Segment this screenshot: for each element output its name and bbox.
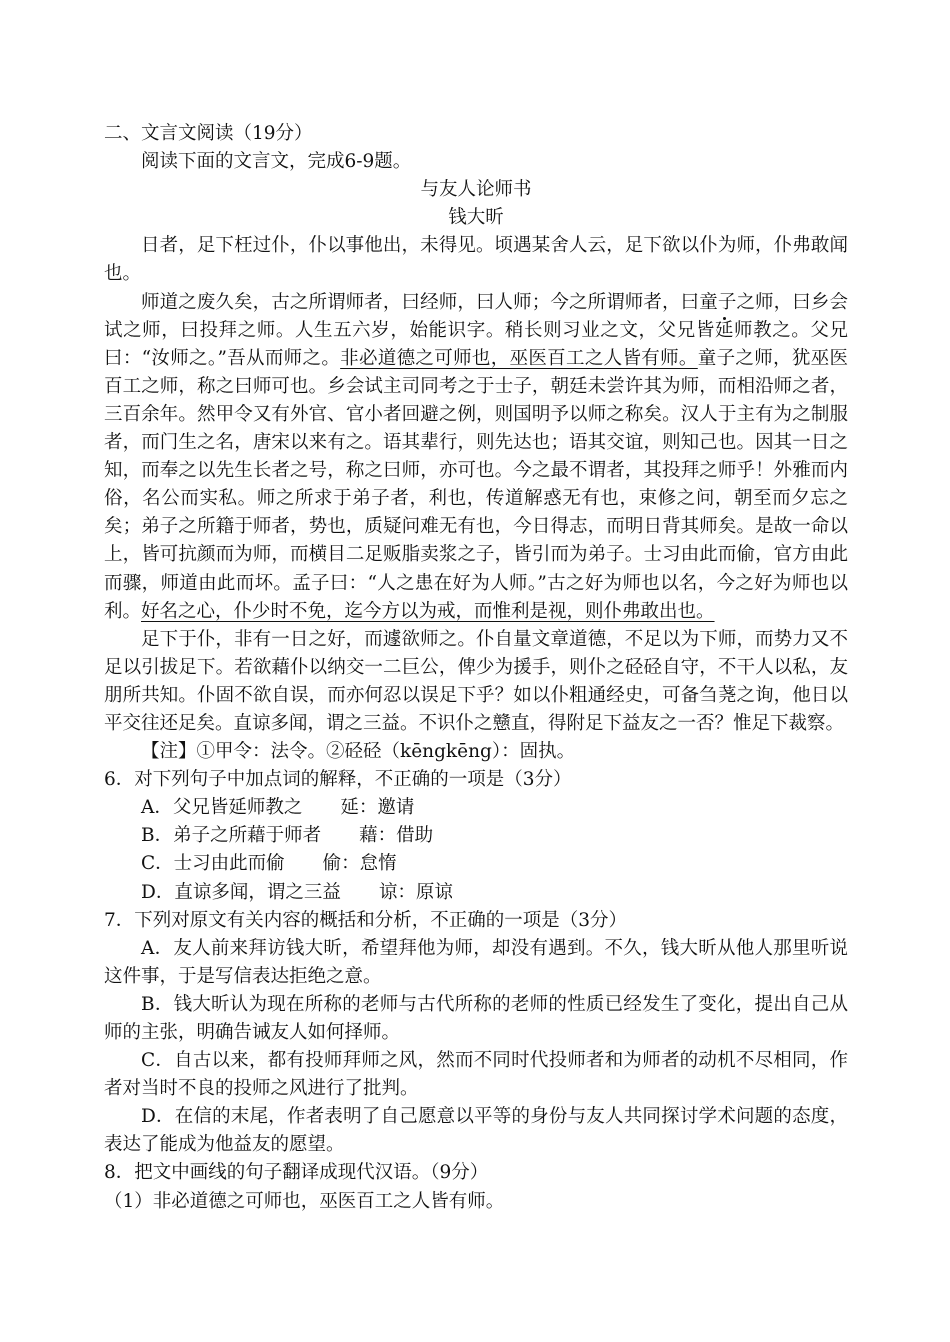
option-gloss: 谅：原谅 [378, 881, 453, 903]
passage-paragraph-3: 足下于仆，非有一日之好，而遽欲师之。仆自量文章道德，不足以为下师，而势力又不足以引拔足下。若欲藉仆以纳交一二巨公，俾少为援手，则仆之硁硁自守，不干人以私，友朋所共知。仆固不欲自误，而亦何忍以误足下乎？如以仆粗通经史，可备刍荛之询，他日以平交往还足矣。直谅多闻，谓之三益。不识仆之戆直，得附足下益友之一否？惟足下裁察。 [104, 628, 848, 734]
option-sentence: A．父兄皆延师教之 [141, 797, 303, 819]
question-8-stem: 8．把文中画线的句子翻译成现代汉语。（9分） [104, 1162, 489, 1184]
passage-author: 钱大昕 [448, 207, 504, 229]
question-6-option-c [104, 850, 848, 878]
passage-paragraph-1: 日者，足下枉过仆，仆以事他出，未得见。顷遇某舍人云，足下欲以仆为师，仆弗敢闻也。 [104, 235, 848, 285]
question-6-option-a [104, 794, 848, 822]
question-7-option-c: C．自古以来，都有投师拜师之风，然而不同时代投师者和为师者的动机不尽相同，作者对当时不良的投师之风进行了批判。 [104, 1050, 848, 1100]
underlined-sentence-1: 非必道德之可师也，巫医百工之人皆有师。 [340, 347, 698, 369]
question-6-stem: 6．对下列句子中加点词的解释，不正确的一项是（3分） [104, 769, 572, 791]
passage-paragraph-2 [104, 289, 848, 626]
passage-text: 师道之废久矣，古之所谓师者，曰经师，曰人师；今之所谓师者，曰童子之师，曰乡会试之师，曰投拜之师。人生五六岁，始能识字。稍长则习业之文，父兄皆 [104, 291, 848, 341]
question-8-item-1: （1）非必道德之可师也，巫医百工之人皆有师。 [104, 1190, 505, 1212]
option-sentence: D．直谅多闻，谓之三益 [141, 881, 341, 903]
passage-note: 【注】①甲令：法令。②硁硁（kēngkēng）：固执。 [141, 741, 576, 763]
question-6-option-b [104, 822, 848, 850]
option-gloss: 偷：怠惰 [322, 853, 397, 875]
question-7-option-b: B．钱大昕认为现在所称的老师与古代所称的老师的性质已经发生了变化，提出自己从师的主张，明确告诫友人如何择师。 [104, 993, 848, 1043]
passage-text: 师教之。父兄曰：“汝师之。”吾从而师之。 [104, 319, 848, 369]
option-gloss: 藉：借助 [359, 825, 434, 847]
section-instruction: 阅读下面的文言文，完成6-9题。 [141, 151, 412, 173]
dotted-word: 延 [714, 319, 735, 341]
option-sentence: C．士习由此而偷 [141, 853, 285, 875]
option-sentence: B．弟子之所藉于师者 [141, 825, 322, 847]
question-7-stem: 7．下列对原文有关内容的概括和分析，不正确的一项是（3分） [104, 909, 628, 931]
underlined-sentence-2: 好名之心，仆少时不免，迄今方以为戒，而惟利是视，则仆弗敢出也。 [141, 600, 715, 622]
exam-page [104, 120, 848, 1216]
question-7-option-d: D．在信的末尾，作者表明了自己愿意以平等的身份与友人共同探讨学术问题的态度，表达了能成为他益友的愿望。 [104, 1106, 848, 1156]
passage-text: 童子之师，犹巫医百工之师，称之曰师可也。乡会试主司同考之于士子，朝廷未尝许其为师，而相沿师之者，三百余年。然甲令又有外官、官小者回避之例，则国明予以师之称矣。汉人于主有为之制服者，而门生之名，唐宋以来有之。语其辈行，则先达也；语其交谊，则知己也。因其一日之知，而奉之以先生长者之号，称之曰师，亦可也。今之最不谓者，其投拜之师乎！外雅而内俗，名公而实私。师之所求于弟子者，利也，传道解惑无有也，束修之问，朝至而夕忘之矣；弟子之所籍于师者，势也，质疑问难无有也，今日得志，而明日背其师矣。是故一命以上，皆可抗颜而为师，而横目二足贩脂卖浆之子，皆引而为弟子。士习由此而偷，官方由此而骤，师道由此而坏。孟子曰：“人之患在好为人师。”古之好为师也以名，今之好为师也以利。 [104, 347, 848, 622]
section-heading: 二、文言文阅读（19分） [104, 123, 313, 144]
question-7-option-a: A．友人前来拜访钱大昕，希望拜他为师，却没有遇到。不久，钱大昕从他人那里听说这件事，于是写信表达拒绝之意。 [104, 937, 848, 987]
passage-title: 与友人论师书 [420, 179, 532, 201]
question-6-option-d [104, 879, 848, 907]
option-gloss: 延：邀请 [340, 797, 415, 819]
